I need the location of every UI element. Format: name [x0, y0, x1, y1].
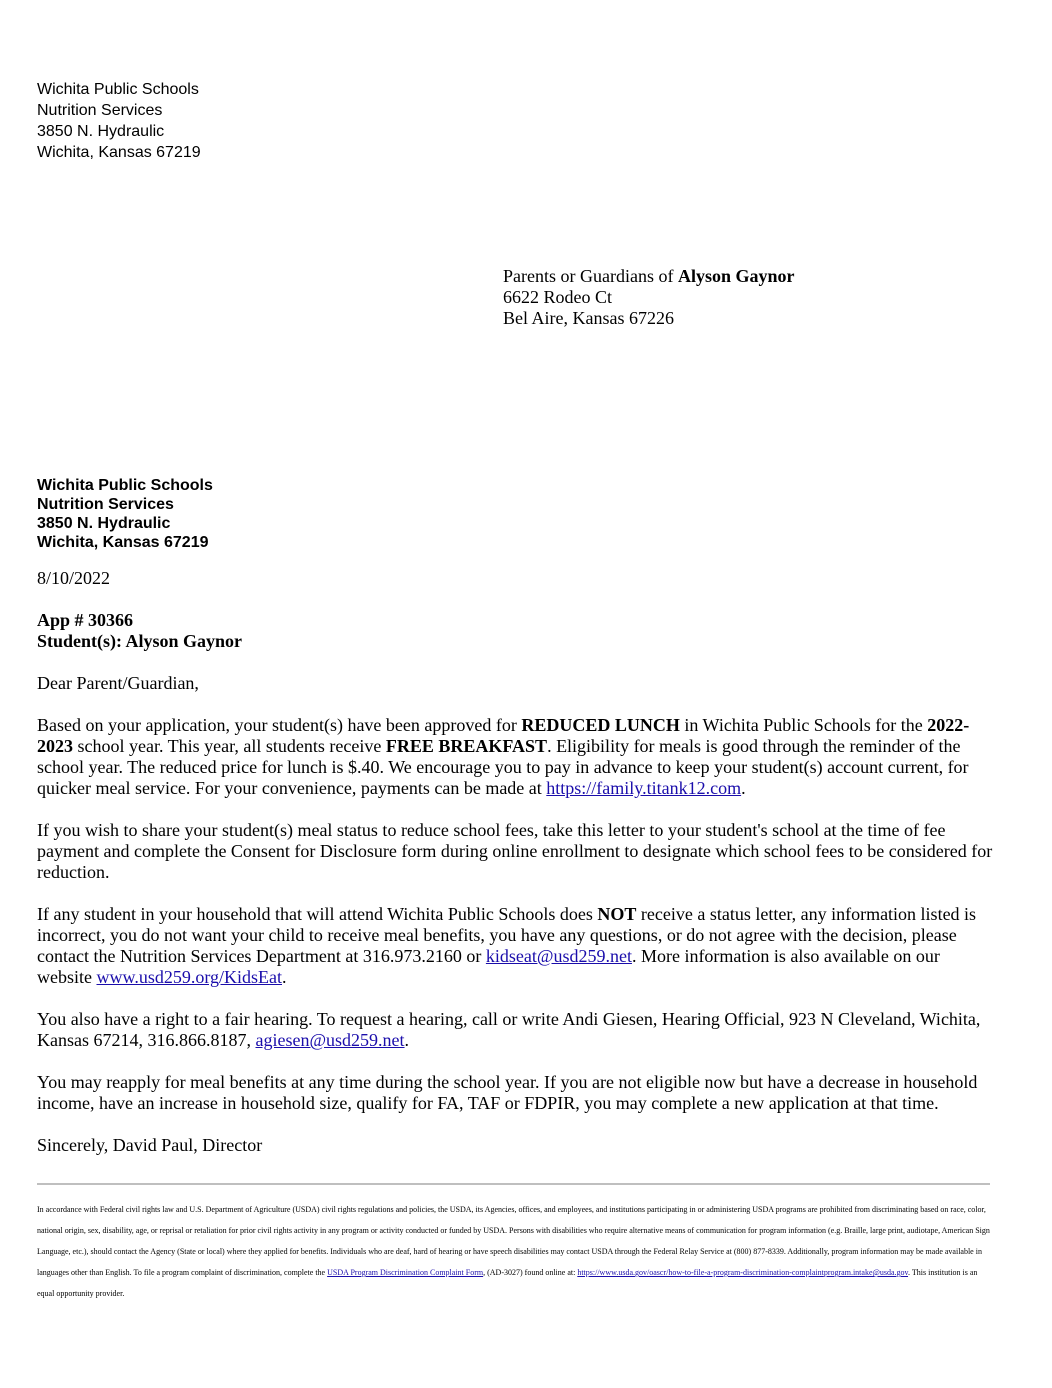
bold-run: NOT — [597, 904, 637, 924]
app-number-text: App # 30366 — [37, 610, 134, 630]
footer-text: , (AD-3027) found online at: — [483, 1268, 578, 1277]
hearing-email-link[interactable]: agiesen@usd259.net — [255, 1030, 405, 1050]
complaint-url-link[interactable]: https://www.usda.gov/oascr/how-to-file-a-program-discrimination-complaint — [577, 1268, 824, 1277]
return-address — [37, 79, 201, 163]
text-run: Based on your application, your student(s) have been approved for — [37, 715, 522, 735]
student-line-text: Student(s): Alyson Gaynor — [37, 631, 243, 651]
contact-paragraph — [37, 904, 997, 988]
letter-body — [37, 568, 997, 1177]
sender-address-line: 3850 N. Hydraulic — [37, 515, 171, 532]
text-run: You also have a right to a fair hearing. To request a hearing, call or write Andi Giesen, Hearing Official, 923 N Cleveland, Wichita, Kansas 67214, 316.866.8187, — [37, 1009, 981, 1050]
payment-link[interactable]: https://family.titank12.com — [546, 778, 742, 798]
closing-signature: Sincerely, David Paul, Director — [37, 1135, 263, 1155]
text-run: school year. This year, all students receive — [73, 736, 386, 756]
program-intake-email-link[interactable]: program.intake@usda.gov — [823, 1268, 909, 1277]
bold-run: 2022-2023 — [37, 715, 970, 756]
kidseat-email-link[interactable]: kidseat@usd259.net — [485, 946, 632, 966]
footer-divider — [37, 1183, 990, 1185]
app-number — [37, 610, 997, 631]
letter-date: 8/10/2022 — [37, 568, 111, 588]
nondiscrimination-footer — [37, 1199, 990, 1304]
return-address-line: 3850 N. Hydraulic — [37, 123, 165, 140]
text-run: If any student in your household that will attend Wichita Public Schools does — [37, 904, 598, 924]
reapply-paragraph: You may reapply for meal benefits at any time during the school year. If you are not eligible now but have a decrease in household income, have an increase in household size, qualify for FA, TAF or FDPIR, you may complete a new application at that time. — [37, 1072, 978, 1113]
return-address-line: Wichita, Kansas 67219 — [37, 144, 201, 161]
complaint-form-link[interactable]: USDA Program Discrimination Complaint Form — [327, 1268, 484, 1277]
return-address-line: Nutrition Services — [37, 102, 163, 119]
recipient-name-line — [503, 266, 795, 287]
recipient-prefix: Parents or Guardians of — [503, 266, 678, 286]
salutation: Dear Parent/Guardian, — [37, 673, 199, 693]
bold-run: REDUCED LUNCH — [521, 715, 680, 735]
recipient-name: Alyson Gaynor — [677, 266, 795, 286]
recipient-street: 6622 Rodeo Ct — [503, 287, 613, 307]
sender-address-line: Wichita Public Schools — [37, 477, 213, 494]
return-address-line: Wichita Public Schools — [37, 81, 199, 98]
recipient-city: Bel Aire, Kansas 67226 — [503, 308, 674, 328]
text-run: . Eligibility for meals is good through the reminder of the school year. The reduced price for lunch is $.40. We encourage you to pay in advance to keep your student(s) account current, for quicker meal service. For your convenience, payments can be made at — [37, 736, 969, 798]
text-run: receive a status letter, any information listed is incorrect, you do not want your child to receive meal benefits, you have any questions, or do not agree with the decision, please contact the Nutrition Services Department at 316.973.2160 or — [37, 904, 977, 966]
approval-paragraph — [37, 715, 997, 799]
text-run: . More information is also available on our website — [37, 946, 940, 987]
text-run: . — [404, 1030, 410, 1050]
text-run: in Wichita Public Schools for the — [679, 715, 928, 735]
text-run: . — [741, 778, 746, 798]
hearing-paragraph — [37, 1009, 997, 1051]
kidseat-website-link[interactable]: www.usd259.org/KidsEat — [96, 967, 282, 987]
footer-text: In accordance with Federal civil rights law and U.S. Department of Agriculture (USDA) civil rights regulations and policies, the USDA, its Agencies, offices, and employees, and institutions participating in or administering USDA programs are prohibited from discriminating based on race, color, national origin, sex, disability, age, or reprisal or retaliation for prior civil rights activity in any program or activity conducted or funded by USDA. Persons with disabilities who require alternative means of communication for program information (e.g. Braille, large print, audiotape, American Sign Language, etc.), should contact the Agency (State or local) where they applied for benefits. Individuals who are deaf, hard of hearing or have speech disabilities may contact USDA through the Federal Relay Service at (800) 877-8339. Additionally, program information may be made available in languages other than English. To file a program complaint of discrimination, complete the — [37, 1205, 990, 1277]
sender-address — [37, 476, 213, 552]
recipient-address — [503, 266, 795, 329]
student-line — [37, 631, 997, 652]
sender-address-line: Wichita, Kansas 67219 — [37, 534, 209, 551]
fee-reduction-paragraph: If you wish to share your student(s) meal status to reduce school fees, take this letter to your student's school at the time of fee payment and complete the Consent for Disclosure form during online enrollment to designate which school fees to be considered for reduction. — [37, 820, 993, 882]
bold-run: FREE BREAKFAST — [385, 736, 548, 756]
text-run: . — [281, 967, 287, 987]
sender-address-line: Nutrition Services — [37, 496, 174, 513]
footer-text: . This institution is an equal opportunity provider. — [37, 1268, 978, 1298]
